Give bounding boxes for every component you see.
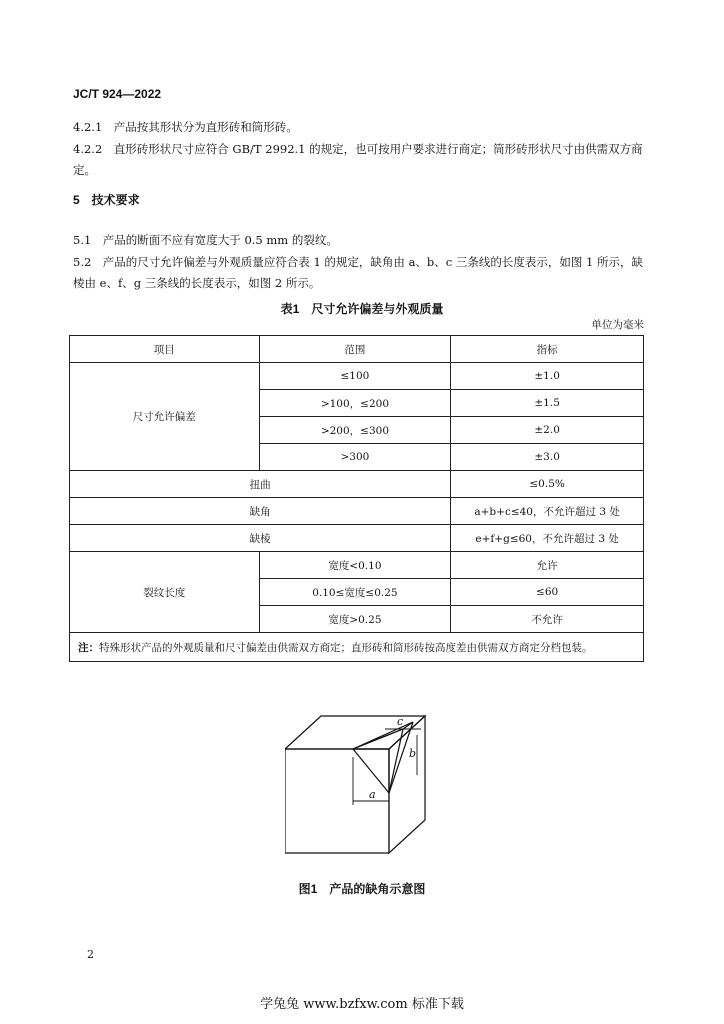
table-row [70, 471, 644, 498]
label-c: c [397, 715, 404, 728]
section-5-heading: 5 技术要求 [73, 193, 140, 207]
range-cell: 宽度<0.10 [259, 552, 451, 579]
label-a: a [369, 788, 376, 801]
clause-5-1: 5.1 产品的断面不应有宽度大于 0.5 mm 的裂纹。 [73, 233, 338, 247]
table-title: 表1 尺寸允许偏差与外观质量 [280, 302, 444, 316]
corner-label: 缺角 [70, 498, 451, 525]
standard-code: JC/T 924—2022 [73, 87, 162, 101]
edge-value: e+f+g≤60，不允许超过 3 处 [451, 525, 644, 552]
edge-label: 缺棱 [70, 525, 451, 552]
cube-top-face [285, 716, 425, 749]
header-item: 项目 [70, 336, 260, 363]
twist-label: 扭曲 [70, 471, 451, 498]
range-cell: >300 [259, 444, 451, 471]
table-note [70, 633, 644, 662]
cut-line-side [389, 729, 403, 793]
twist-value: ≤0.5% [451, 471, 644, 498]
table-row [70, 525, 644, 552]
corner-defect-figure [285, 705, 445, 870]
label-b: b [409, 747, 417, 760]
range-cell: 0.10≤宽度≤0.25 [259, 579, 451, 606]
value-cell: 不允许 [451, 606, 644, 633]
note-text: 特殊形状产品的外观质量和尺寸偏差由供需双方商定；直形砖和筒形砖按高度差由供需双方商定分档包装。 [99, 641, 593, 654]
table-row [70, 552, 644, 579]
table-unit: 单位为毫米 [591, 319, 644, 331]
value-cell: ±2.0 [451, 417, 644, 444]
clause-4-2-2: 4.2.2 直形砖形状尺寸应符合 GB/T 2992.1 的规定，也可按用户要求进行商定；筒形砖形状尺寸由供需双方商定。 [73, 142, 643, 177]
value-cell: ±3.0 [451, 444, 644, 471]
clause-5-2: 5.2 产品的尺寸允许偏差与外观质量应符合表 1 的规定，缺角由 a、b、c 三条线的长度表示，如图 1 所示，缺棱由 e、f、g 三条线的长度表示，如图 2 所示。 [73, 255, 644, 290]
spec-table [69, 335, 644, 662]
cut-line-front [353, 749, 389, 793]
table-row [70, 363, 644, 390]
range-cell: ≤100 [259, 363, 451, 390]
value-cell: ±1.0 [451, 363, 644, 390]
footer-watermark: 学兔兔 www.bzfxw.com 标准下载 [260, 997, 464, 1012]
note-label: 注： [78, 641, 99, 654]
header-value: 指标 [451, 336, 644, 363]
value-cell: ±1.5 [451, 390, 644, 417]
clause-4-2-1: 4.2.1 产品按其形状分为直形砖和筒形砖。 [73, 120, 298, 134]
value-cell: ≤60 [451, 579, 644, 606]
corner-value: a+b+c≤40，不允许超过 3 处 [451, 498, 644, 525]
crack-length-label: 裂纹长度 [70, 552, 260, 633]
size-tolerance-label: 尺寸允许偏差 [70, 363, 260, 471]
header-range: 范围 [259, 336, 451, 363]
range-cell: >200，≤300 [259, 417, 451, 444]
page-number: 2 [87, 948, 94, 961]
figure-caption: 图1 产品的缺角示意图 [298, 882, 426, 896]
table-note-row [70, 633, 644, 662]
cube-side-face [389, 716, 425, 853]
value-cell: 允许 [451, 552, 644, 579]
table-row [70, 498, 644, 525]
range-cell: >100，≤200 [259, 390, 451, 417]
range-cell: 宽度>0.25 [259, 606, 451, 633]
table-header-row [70, 336, 644, 363]
